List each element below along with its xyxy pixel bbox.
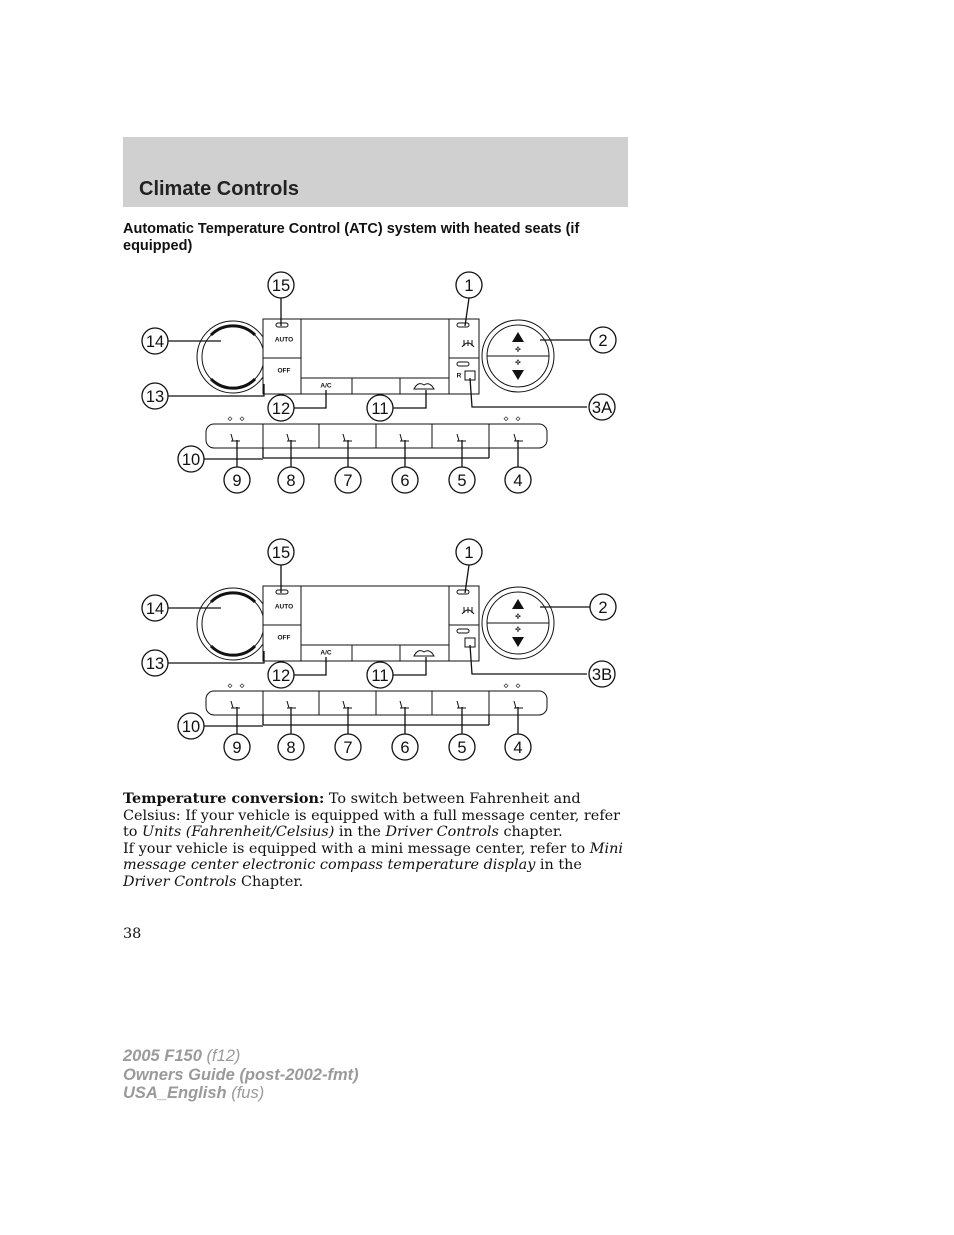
text-span: chapter. <box>498 824 563 841</box>
cross-reference: Driver Controls <box>123 873 237 890</box>
callout-row-left: 10 <box>181 451 201 469</box>
footer-bold: USA_English <box>123 1084 227 1102</box>
callout-right-upper: 2 <box>598 332 608 350</box>
off-label: OFF <box>277 367 291 375</box>
fan-icon: ✣ <box>515 613 521 621</box>
callout-bottom-9: 9 <box>232 472 242 490</box>
callout-top-left: 15 <box>271 544 291 562</box>
callout-top-right: 1 <box>464 544 474 562</box>
text-span: To switch between Fahrenheit and Celsius: If your vehicle is equipped with a full message center, refer to <box>123 791 621 841</box>
callout-bottom-9: 9 <box>232 739 242 757</box>
callout-bottom-6: 6 <box>400 472 410 490</box>
body-text <box>123 791 628 891</box>
callout-bottom-5: 5 <box>457 472 467 490</box>
section-title: Climate Controls <box>139 178 300 200</box>
callout-bottom-5: 5 <box>457 739 467 757</box>
footer-light: (fus) <box>226 1084 265 1102</box>
fan-icon: ✣ <box>515 626 521 634</box>
seat-level-dot: ⬦ <box>239 682 245 690</box>
ac-label: A/C <box>320 382 332 390</box>
paragraph-temperature-conversion <box>123 791 628 841</box>
callout-bottom-4: 4 <box>513 472 523 490</box>
callout-bottom-8: 8 <box>286 739 296 757</box>
callout-right-upper: 2 <box>598 599 608 617</box>
callout-left-lower: 13 <box>145 655 165 673</box>
defrost-button <box>449 586 479 625</box>
cross-reference: Units (Fahrenheit/Celsius) <box>142 824 335 841</box>
text-span: in the <box>334 824 386 841</box>
callout-bottom-8: 8 <box>286 472 296 490</box>
seat-level-dot: ⬦ <box>227 415 233 423</box>
seat-level-dot: ⬦ <box>503 415 509 423</box>
auto-label: AUTO <box>274 603 294 611</box>
footer-line-1 <box>123 1047 359 1066</box>
off-label: OFF <box>277 634 291 642</box>
callout-bottom-6: 6 <box>400 739 410 757</box>
footer-line-3 <box>123 1084 359 1103</box>
seat-level-dot: ⬦ <box>227 682 233 690</box>
footer-bold: 2005 F150 <box>123 1047 202 1065</box>
diagram-heated-seats-rear-defrost <box>142 272 616 493</box>
text-span: in the <box>535 857 582 874</box>
display-screen <box>301 319 449 378</box>
term-label: Temperature conversion: <box>123 790 325 807</box>
seat-level-dot: ⬦ <box>515 415 521 423</box>
callout-mid-left: 12 <box>271 667 291 685</box>
display-screen <box>301 586 449 645</box>
temperature-knob <box>197 588 269 660</box>
callout-left-upper: 14 <box>145 333 165 351</box>
callout-mid-right: 11 <box>371 400 389 418</box>
fan-icon: ✣ <box>515 346 521 354</box>
callout-bottom-7: 7 <box>343 739 353 757</box>
subheading: Automatic Temperature Control (ATC) system with heated seats (if equipped) <box>123 221 580 254</box>
callout-bottom-7: 7 <box>343 472 353 490</box>
temperature-knob <box>197 321 269 393</box>
defrost-icon <box>462 607 474 614</box>
page-number: 38 <box>123 926 142 942</box>
callout-right-lower: 3B <box>591 666 613 684</box>
callout-top-left: 15 <box>271 277 291 295</box>
defrost-button <box>449 319 479 358</box>
rear-label: R <box>456 372 462 380</box>
footer-light: (f12) <box>201 1047 241 1065</box>
callout-left-upper: 14 <box>145 600 165 618</box>
defrost-icon <box>462 340 474 347</box>
callout-mid-left: 12 <box>271 400 291 418</box>
paragraph-mini-message-center <box>123 841 628 891</box>
callout-mid-right: 11 <box>371 667 389 685</box>
cross-reference: Driver Controls <box>385 824 499 841</box>
off-button <box>263 625 301 661</box>
text-span: Chapter. <box>236 873 304 890</box>
footer-line-2 <box>123 1066 359 1085</box>
fan-icon: ✣ <box>515 359 521 367</box>
footer <box>123 1047 359 1103</box>
off-button <box>263 358 301 394</box>
seat-level-dot: ⬦ <box>515 682 521 690</box>
seat-level-dot: ⬦ <box>239 415 245 423</box>
callout-right-lower: 3A <box>591 399 613 417</box>
callout-row-left: 10 <box>181 718 201 736</box>
text-span: If your vehicle is equipped with a mini message center, refer to <box>123 840 590 857</box>
cross-reference: Mini message center electronic compass temperature display <box>123 840 623 874</box>
auto-label: AUTO <box>274 336 294 344</box>
diagram-heated-seats-alt <box>142 539 616 760</box>
callout-bottom-4: 4 <box>513 739 523 757</box>
seat-level-dot: ⬦ <box>503 682 509 690</box>
footer-bold: Owners Guide (post-2002-fmt) <box>123 1065 359 1084</box>
callout-top-right: 1 <box>464 277 474 295</box>
ac-label: A/C <box>320 649 332 657</box>
callout-left-lower: 13 <box>145 388 165 406</box>
